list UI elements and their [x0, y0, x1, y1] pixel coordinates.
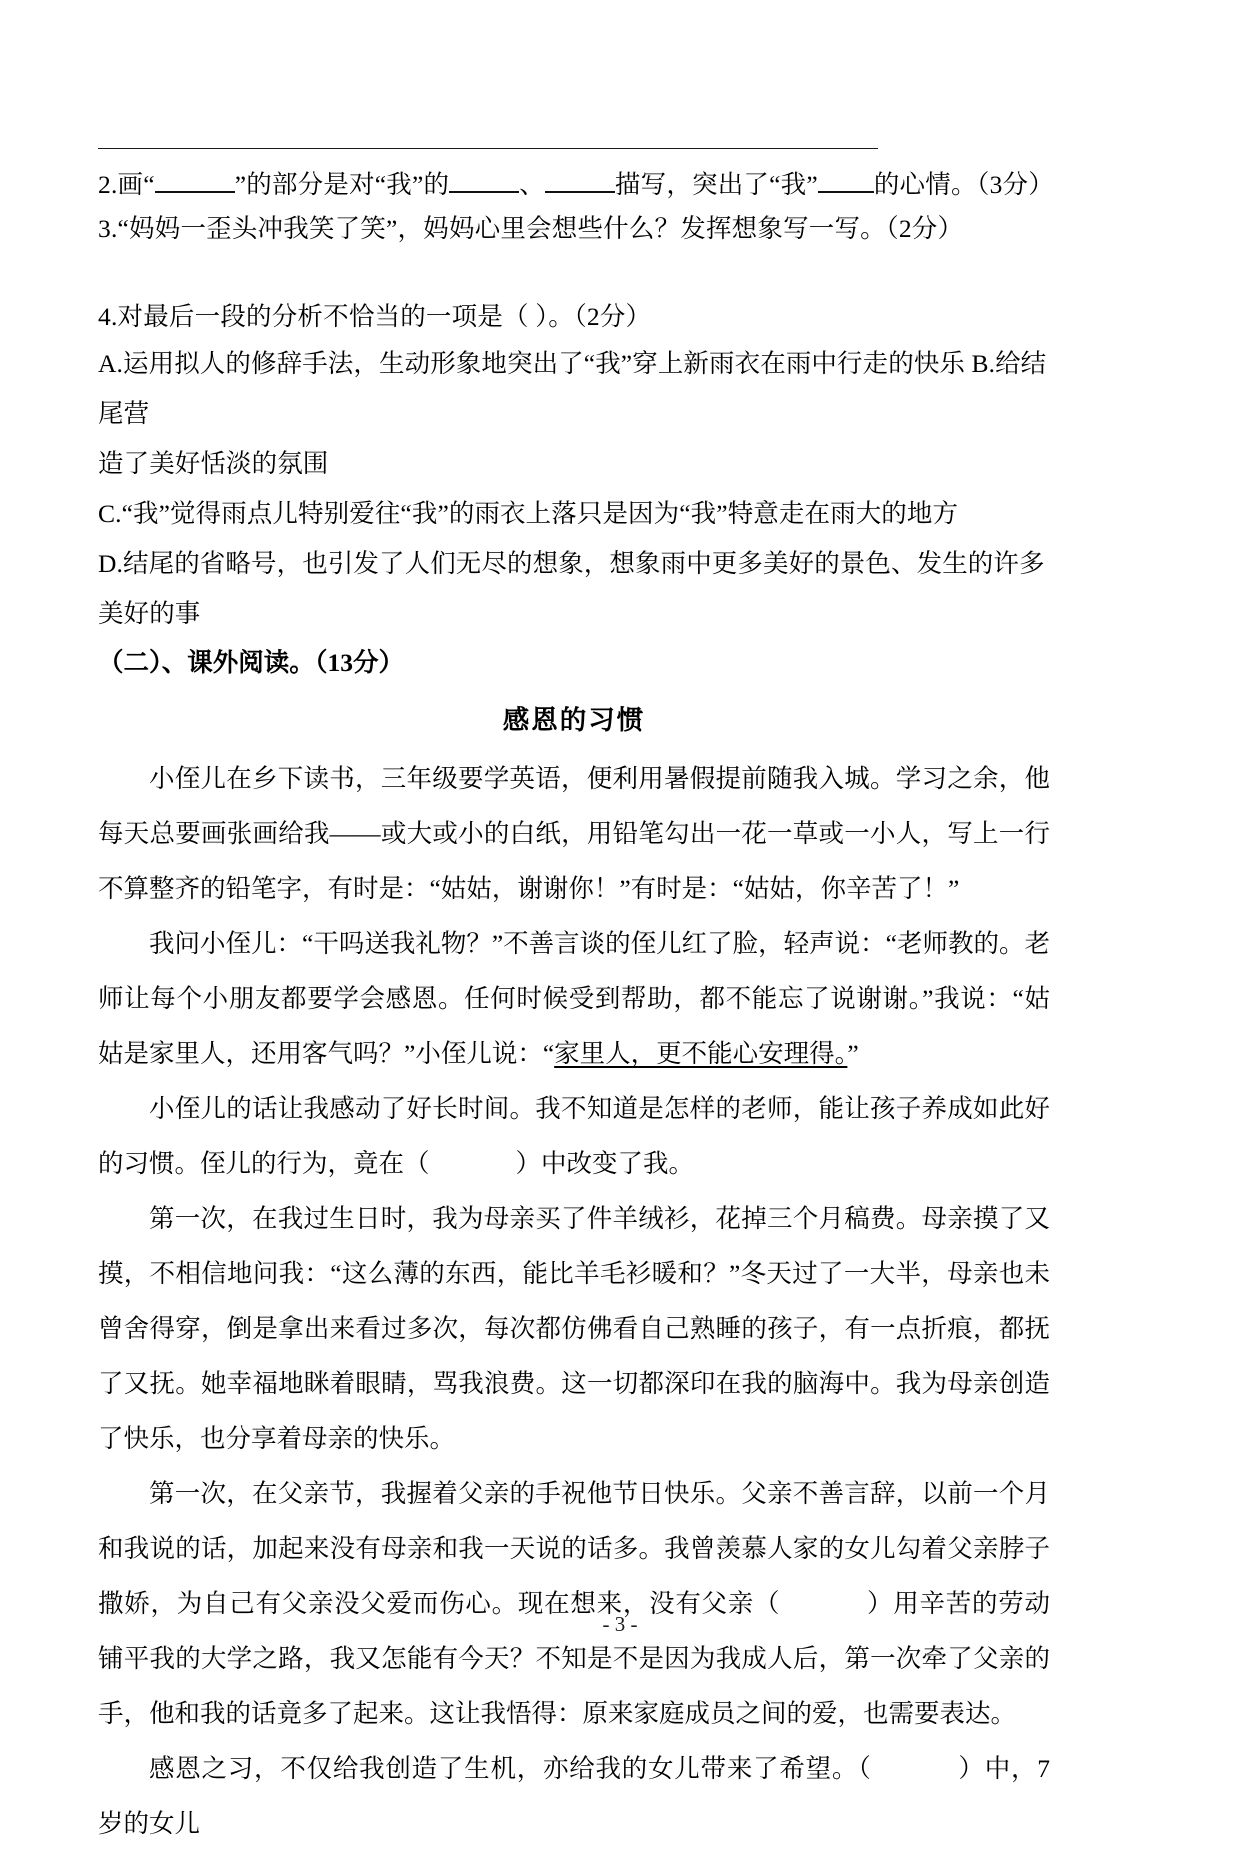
- choice-d[interactable]: D.结尾的省略号，也引发了人们无尽的想象，想象雨中更多美好的景色、发生的许多美好的事: [98, 549, 1045, 628]
- page-number: - 3 -: [602, 1612, 638, 1636]
- answer-blank-inline[interactable]: [818, 191, 874, 193]
- article-paragraph-4: 第一次，在我过生日时，我为母亲买了件羊绒衫，花掉三个月稿费。母亲摸了又摸，不相信地问我：“这么薄的东西，能比羊毛衫暖和？”冬天过了一大半，母亲也未曾舍得穿，倒是拿出来看过多次，每次都仿佛看自己熟睡的孩子，有一点折痕，都抚了又抚。她幸福地眯着眼睛，骂我浪费。这一切都深印在我的脑海中。我为母亲创造了快乐，也分享着母亲的快乐。: [98, 1204, 1050, 1453]
- paragraph-6-part2: ）中，7 岁的女儿: [98, 1754, 1050, 1838]
- article-title: 感恩的习惯: [502, 705, 646, 735]
- paragraph-3-part1: 小侄儿的话让我感动了好长时间。我不知道是怎样的老师，能让孩子养成如此好的习惯。侄儿的行为，竟在（: [98, 1094, 1050, 1178]
- article-paragraph-5: [98, 1466, 1050, 1741]
- choice-a[interactable]: A.运用拟人的修辞手法，生动形象地突出了“我”穿上新雨衣在雨中行走的快乐 B.给结尾营: [98, 349, 1047, 428]
- section-heading-extracurricular-reading: （二）、课外阅读。（13分）: [98, 648, 405, 677]
- article-paragraph-3: [98, 1081, 1050, 1191]
- answer-blank-inline[interactable]: [449, 191, 519, 193]
- answer-blank-inline[interactable]: [545, 191, 615, 193]
- paragraph-2-part2: ”: [847, 1039, 859, 1068]
- question-4: 4.对最后一段的分析不恰当的一项是（ ）。（2分）: [98, 302, 652, 331]
- question-3: 3.“妈妈一歪头冲我笑了笑”，妈妈心里会想些什么？发挥想象写一写。（2分）: [98, 214, 964, 243]
- choice-b-continued[interactable]: 造了美好恬淡的氛围: [98, 449, 329, 478]
- paragraph-5-part2: ）用辛苦的劳动铺平我的大学之路，我又怎能有今天？不知是不是因为我成人后，第一次牵了父亲的手，他和我的话竟多了起来。这让我悟得：原来家庭成员之间的爱，也需要表达。: [98, 1589, 1050, 1728]
- paragraph-5-part1: 第一次，在父亲节，我握着父亲的手祝他节日快乐。父亲不善言辞，以前一个月和我说的话，加起来没有母亲和我一天说的话多。我曾羡慕人家的女儿勾着父亲脖子撒娇，为自己有父亲没父爱而伤心。现在想来，没有父亲（: [98, 1479, 1050, 1618]
- paragraph-2-underlined-sentence: 家里人，更不能心安理得。: [554, 1039, 848, 1068]
- question-2-mid1: ”的部分是对“我”的: [234, 170, 450, 199]
- article-paragraph-2: [98, 916, 1050, 1081]
- question-2-prefix: 2.画“: [98, 170, 155, 199]
- article-paragraph-6: [98, 1741, 1050, 1851]
- paragraph-3-part2: ）中改变了我。: [515, 1149, 695, 1178]
- answer-blank-inline[interactable]: [155, 191, 235, 193]
- page-content: [98, 148, 1054, 1851]
- question-2-suffix: 的心情。（3分）: [873, 170, 1054, 199]
- question-2: [98, 163, 1054, 207]
- answer-space-q3[interactable]: [98, 251, 1050, 295]
- paragraph-2-part1: 我问小侄儿：“干吗送我礼物？”不善言谈的侄儿红了脸，轻声说：“老师教的。老师让每个小朋友都要学会感恩。任何时候受到帮助，都不能忘了说谢谢。”我说：“姑姑是家里人，还用客气吗？”小侄儿说：“: [98, 929, 1050, 1068]
- choice-c[interactable]: C.“我”觉得雨点儿特别爱往“我”的雨衣上落只是因为“我”特意走在雨大的地方: [98, 499, 959, 528]
- article-paragraph-1: 小侄儿在乡下读书，三年级要学英语，便利用暑假提前随我入城。学习之余，他每天总要画张画给我——或大或小的白纸，用铅笔勾出一花一草或一小人，写上一行不算整齐的铅笔字，有时是：“姑姑，谢谢你！”有时是：“姑姑，你辛苦了！”: [98, 764, 1050, 903]
- question-2-sep: 、: [519, 170, 545, 199]
- question-2-mid2: 描写，突出了“我”: [614, 170, 818, 199]
- paragraph-6-part1: 感恩之习，不仅给我创造了生机，亦给我的女儿带来了希望。（: [149, 1754, 872, 1783]
- answer-rule-line: [98, 148, 878, 149]
